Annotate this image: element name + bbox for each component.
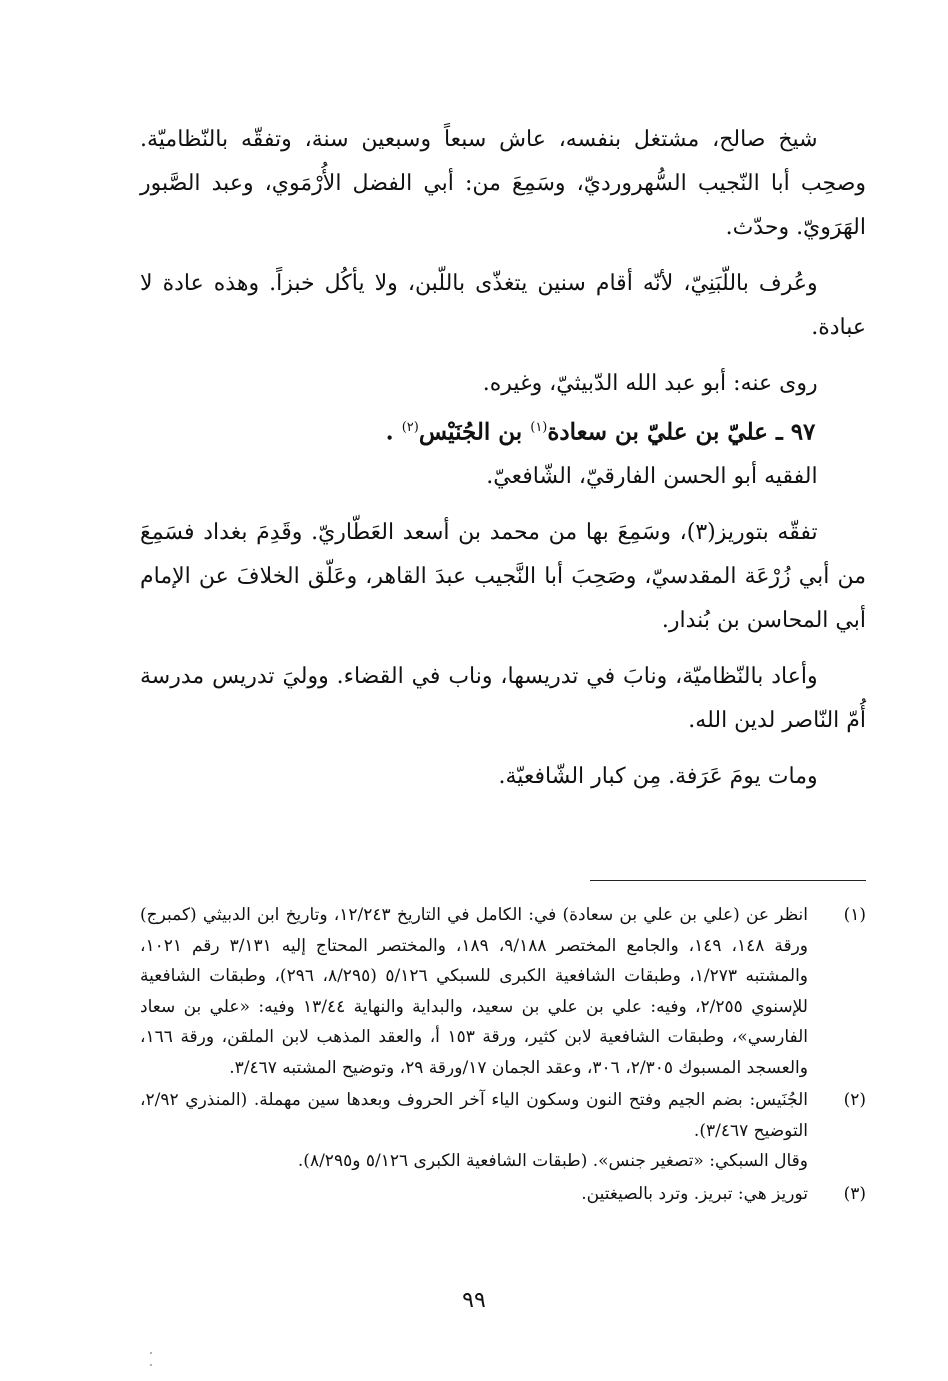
entry-name-part1: عليّ بن عليّ بن سعادة (547, 418, 768, 446)
entry-end: . (385, 418, 394, 446)
entry-name-part2: بن الجُنَيْس (418, 418, 523, 446)
paragraph-1: شيخ صالح، مشتغل بنفسه، عاش سبعاً وسبعين سنة، وتفقّه بالنّظاميّة. وصحِب أبا النّجيب السُّهرورديّ، وسَمِعَ من: أبي الفضل الأُرْمَوي، وعبد الصَّبور الهَرَويّ. وحدّث. (140, 127, 866, 240)
footnote-1 (140, 900, 866, 1083)
footnote-text: انظر عن (علي بن علي بن سعادة) في: الكامل في التاريخ ١٢/٢٤٣، وتاريخ ابن الدبيثي (كمبرج) ورقة ١٤٨، ١٤٩، والجامع المختصر ٩/١٨٨، ١٨٩، والمختصر المحتاج إليه ٣/١٣١ رقم ١٠٢١، والمشتبه ١/٢٧٣، وطبقات الشافعية الكبرى للسبكي ٥/١٢٦ (٨/٢٩٥، ٢٩٦)، وطبقات الشافعية للإسنوي ٢/٢٥٥، وفيه: علي بن علي بن سعيد، والبداية والنهاية ١٣/٤٤ وفيه: «علي بن سعاد الفارسي»، وطبقات الشافعية لابن كثير، ورقة ١٥٣ أ، والعقد المذهب لابن الملقن، ورقة ١٦٦، والعسجد المسبوك ٢/٣٠٥، ٣٠٦، وعقد الجمان ١٧/ورقة ٢٩، وتوضيح المشتبه ٣/٤٦٧. (140, 905, 809, 1078)
footnote-number: (٢) (843, 1090, 866, 1110)
scan-speck (150, 1364, 152, 1366)
entry-heading (140, 406, 866, 455)
footnote-text-extra: وقال السبكي: «تصغير جنس». (طبقات الشافعية الكبرى ٥/١٢٦ و٨/٢٩٥). (297, 1151, 808, 1171)
paragraph-6: وأعاد بالنّظاميّة، ونابَ في تدريسها، وناب في القضاء. ووليَ تدريس مدرسة أُمّ النّاصر لدين الله. (140, 663, 866, 733)
footnote-ref-1[interactable]: (١) (530, 420, 548, 435)
footnotes (140, 900, 866, 1211)
entry-subtitle: الفقيه أبو الحسن الفارقيّ، الشّافعيّ. (486, 463, 818, 489)
footnote-ref-2[interactable]: (٢) (401, 420, 419, 435)
footnote-text-main: الجُنَيس: بضم الجيم وفتح النون وسكون الياء آخر الحروف وبعدها سين مهملة. (المنذري ٢/٩٢، التوضيح ٣/٤٦٧). (140, 1090, 808, 1141)
page-number: ٩٩ (462, 1288, 486, 1313)
paragraph-2: وعُرف باللّبَنِيّ، لأنّه أقام سنين يتغذّى باللّبن، ولا يأكُل خبزاً. وهذه عادة لا عبادة. (140, 271, 866, 340)
footnote-2 (140, 1085, 866, 1177)
footnote-separator (590, 880, 866, 881)
footnote-text (140, 1085, 808, 1177)
paragraph-3: روى عنه: أبو عبد الله الدّبيثيّ، وغيره. (482, 371, 818, 396)
paragraph-7: ومات يومَ عَرَفة. مِن كبار الشّافعيّة. (498, 763, 818, 789)
footnote-number: (٣) (843, 1183, 866, 1204)
footnote-3 (140, 1179, 866, 1210)
page-body (140, 118, 866, 811)
paragraph-5: تفقّه بتوريز(٣)، وسَمِعَ بها من محمد بن أسعد العَطّاريّ. وقَدِمَ بغداد فسَمِعَ من أبي زُرْعَة المقدسيّ، وصَحِبَ أبا النَّجيب عبدَ القاهر، وعَلّق الخلافَ عن الإمام أبي المحاسن بن بُندار. (140, 519, 866, 633)
footnote-number: (١) (843, 905, 866, 925)
scan-speck (150, 1352, 152, 1354)
footnote-text: توريز هي: تبريز. وترد بالصيغتين. (581, 1183, 808, 1204)
entry-number: ٩٧ ـ (775, 418, 816, 446)
